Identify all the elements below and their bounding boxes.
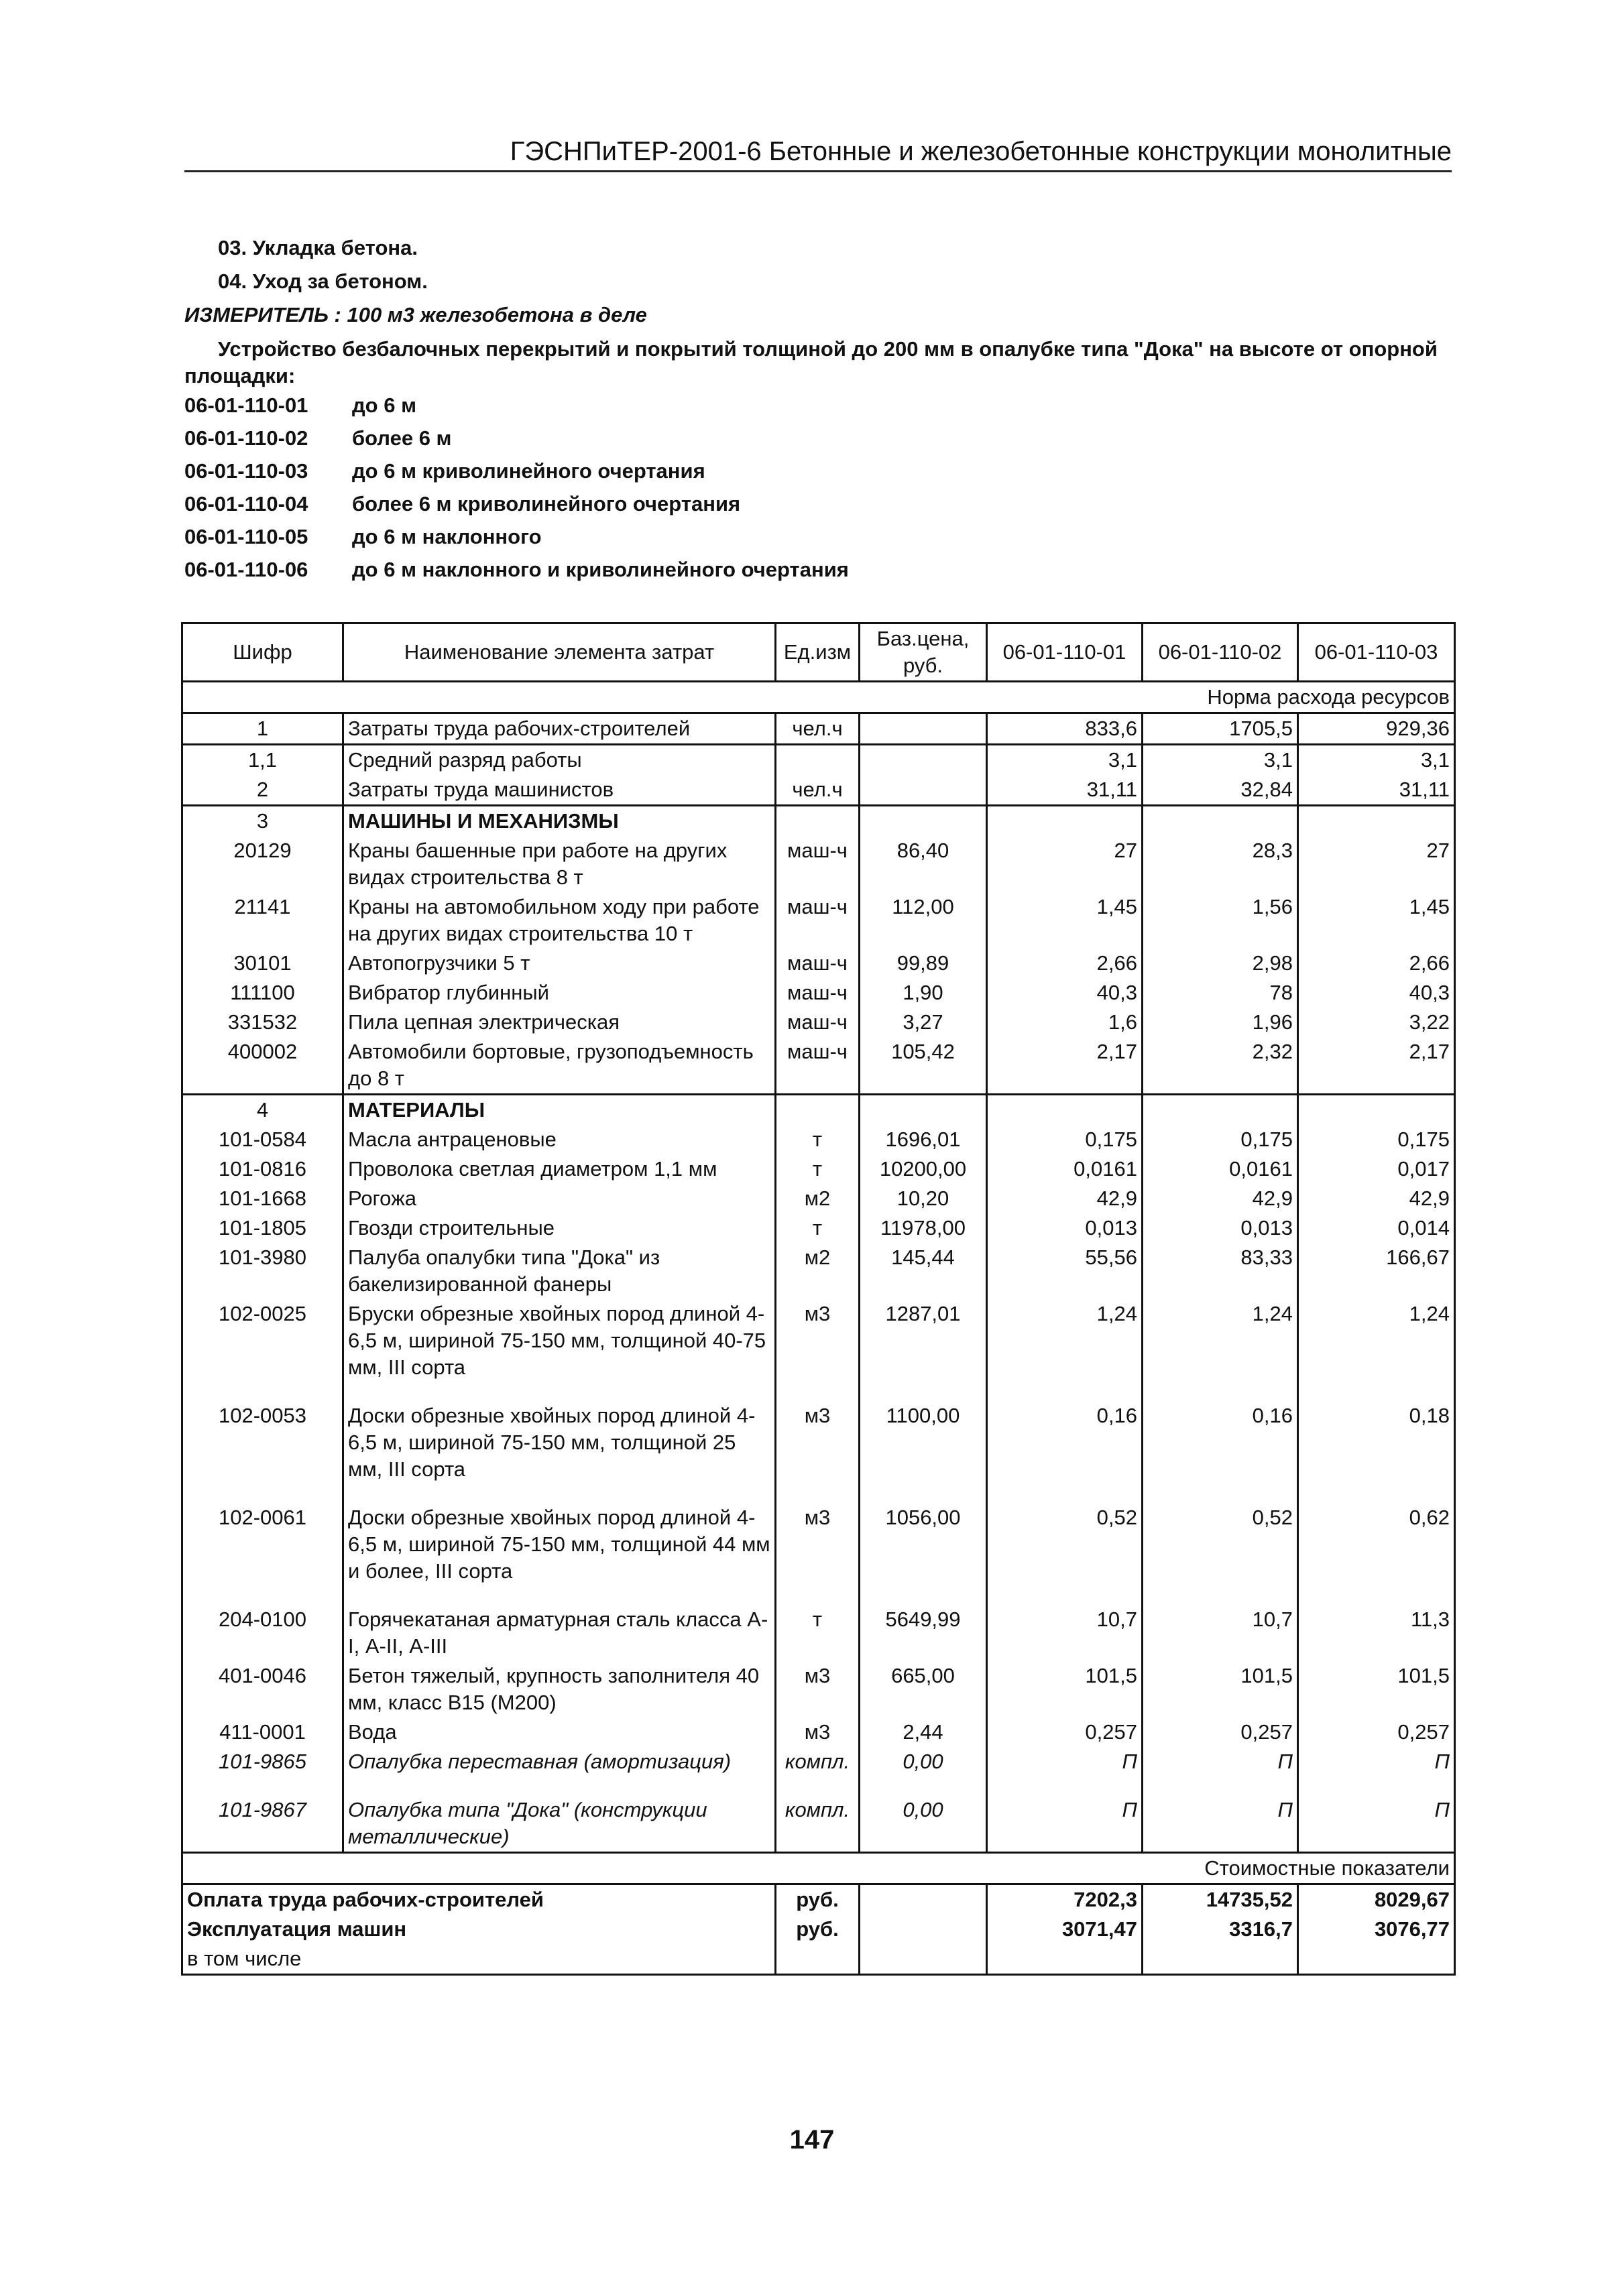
cell-col-03: 929,36: [1298, 713, 1455, 745]
code-item: 06-01-110-01 до 6 м: [184, 394, 417, 417]
cell-col-03: 166,67: [1298, 1243, 1455, 1299]
cell-cipher: 101-3980: [182, 1243, 343, 1299]
cell-unit: маш-ч: [776, 1008, 860, 1037]
cost-name: Оплата труда рабочих-строителей: [182, 1884, 776, 1915]
cell-col-03: 2,17: [1298, 1037, 1455, 1095]
cell-cipher: 102-0061: [182, 1503, 343, 1605]
cell-col-02: 1,24: [1143, 1299, 1298, 1401]
cell-col-02: 2,98: [1143, 949, 1298, 978]
cell-cipher: 204-0100: [182, 1605, 343, 1661]
cell-name: Проволока светлая диаметром 1,1 мм: [343, 1154, 776, 1184]
cell-col-01: 101,5: [987, 1661, 1143, 1717]
table-row: [182, 836, 1455, 892]
cell-price: [860, 775, 987, 806]
measure-unit: ИЗМЕРИТЕЛЬ : 100 м3 железобетона в деле: [184, 303, 647, 326]
cell-name: МАТЕРИАЛЫ: [343, 1095, 776, 1126]
header-col-01: 06-01-110-01: [987, 623, 1143, 682]
cost-col-03: [1298, 1944, 1455, 1975]
cell-col-01: 2,17: [987, 1037, 1143, 1095]
table-row: [182, 949, 1455, 978]
cost-label-row: [182, 1853, 1455, 1884]
cell-col-03: П: [1298, 1795, 1455, 1853]
cell-name: Гвозди строительные: [343, 1213, 776, 1243]
cell-unit: м2: [776, 1243, 860, 1299]
cost-price: [860, 1915, 987, 1944]
cell-col-01: 42,9: [987, 1184, 1143, 1213]
cell-col-01: 1,24: [987, 1299, 1143, 1401]
cell-cipher: 401-0046: [182, 1661, 343, 1717]
cost-row: [182, 1944, 1455, 1975]
cell-unit: маш-ч: [776, 949, 860, 978]
step-3: 03. Укладка бетона.: [218, 236, 418, 259]
cell-col-01: 1,45: [987, 892, 1143, 949]
header-col-03: 06-01-110-03: [1298, 623, 1455, 682]
cell-col-01: 31,11: [987, 775, 1143, 806]
cell-cipher: 102-0025: [182, 1299, 343, 1401]
cell-name: Рогожа: [343, 1184, 776, 1213]
cell-price: 145,44: [860, 1243, 987, 1299]
cell-col-02: 10,7: [1143, 1605, 1298, 1661]
cell-col-03: 1,24: [1298, 1299, 1455, 1401]
cell-name: Бруски обрезные хвойных пород длиной 4-6,5 м, шириной 75-150 мм, толщиной 40-75 мм, III сорта: [343, 1299, 776, 1401]
table-row: [182, 892, 1455, 949]
cell-cipher: 102-0053: [182, 1401, 343, 1503]
cost-row: [182, 1884, 1455, 1915]
cell-col-02: 83,33: [1143, 1243, 1298, 1299]
cost-unit: руб.: [776, 1915, 860, 1944]
cell-cipher: 101-1805: [182, 1213, 343, 1243]
cell-name: Пила цепная электрическая: [343, 1008, 776, 1037]
code-item: 06-01-110-02 более 6 м: [184, 426, 452, 450]
cell-cipher: 101-1668: [182, 1184, 343, 1213]
cell-unit: маш-ч: [776, 836, 860, 892]
cell-price: 10200,00: [860, 1154, 987, 1184]
cell-col-02: 42,9: [1143, 1184, 1298, 1213]
code-item: 06-01-110-06 до 6 м наклонного и криволинейного очертания: [184, 558, 849, 581]
header-col-02: 06-01-110-02: [1143, 623, 1298, 682]
cost-col-02: [1143, 1944, 1298, 1975]
cell-price: 1,90: [860, 978, 987, 1008]
cell-col-02: 1,96: [1143, 1008, 1298, 1037]
cell-name: МАШИНЫ И МЕХАНИЗМЫ: [343, 806, 776, 837]
header-price: Баз.цена, руб.: [860, 623, 987, 682]
cell-col-02: 0,013: [1143, 1213, 1298, 1243]
code-item: 06-01-110-03 до 6 м криволинейного очертания: [184, 459, 705, 483]
cell-col-03: 0,62: [1298, 1503, 1455, 1605]
cell-unit: т: [776, 1125, 860, 1154]
table-row: [182, 1795, 1455, 1853]
resource-table: [181, 622, 1456, 1976]
table-row: [182, 1401, 1455, 1503]
code-item: 06-01-110-05 до 6 м наклонного: [184, 525, 542, 548]
cell-col-02: 0,52: [1143, 1503, 1298, 1605]
description-line-1: Устройство безбалочных перекрытий и покрытий толщиной до 200 мм в опалубке типа "Дока" на высоте от опорной: [218, 337, 1438, 361]
table-row: [182, 806, 1455, 837]
cell-cipher: 1: [182, 713, 343, 745]
cell-col-03: [1298, 1095, 1455, 1126]
cell-col-02: 78: [1143, 978, 1298, 1008]
cell-col-03: 0,175: [1298, 1125, 1455, 1154]
cell-price: 0,00: [860, 1747, 987, 1795]
cell-name: Краны на автомобильном ходу при работе на других видах строительства 10 т: [343, 892, 776, 949]
cell-unit: [776, 745, 860, 776]
page-number: 147: [789, 2125, 835, 2155]
cell-col-01: 833,6: [987, 713, 1143, 745]
cost-col-02: 14735,52: [1143, 1884, 1298, 1915]
cell-unit: [776, 1095, 860, 1126]
cell-col-03: П: [1298, 1747, 1455, 1795]
norm-row: [182, 682, 1455, 713]
cell-cipher: 101-9865: [182, 1747, 343, 1795]
cost-col-02: 3316,7: [1143, 1915, 1298, 1944]
cell-cipher: 30101: [182, 949, 343, 978]
cell-unit: [776, 806, 860, 837]
cell-unit: компл.: [776, 1795, 860, 1853]
cell-col-03: 0,017: [1298, 1154, 1455, 1184]
table-row: [182, 978, 1455, 1008]
table-row: [182, 1154, 1455, 1184]
cell-price: [860, 713, 987, 745]
table-row: [182, 1661, 1455, 1717]
cell-unit: м2: [776, 1184, 860, 1213]
cost-col-01: [987, 1944, 1143, 1975]
cell-col-03: 0,014: [1298, 1213, 1455, 1243]
cell-unit: т: [776, 1213, 860, 1243]
table-header-row: [182, 623, 1455, 682]
cell-col-03: 11,3: [1298, 1605, 1455, 1661]
cell-col-02: П: [1143, 1795, 1298, 1853]
cell-unit: маш-ч: [776, 892, 860, 949]
cell-price: 10,20: [860, 1184, 987, 1213]
cell-cipher: 20129: [182, 836, 343, 892]
cell-col-01: 27: [987, 836, 1143, 892]
cell-col-01: 10,7: [987, 1605, 1143, 1661]
cell-name: Опалубка типа "Дока" (конструкции металлические): [343, 1795, 776, 1853]
cell-price: 1056,00: [860, 1503, 987, 1605]
cell-name: Палуба опалубки типа "Дока" из бакелизированной фанеры: [343, 1243, 776, 1299]
header-cipher: Шифр: [182, 623, 343, 682]
cell-col-03: 42,9: [1298, 1184, 1455, 1213]
table-row: [182, 1184, 1455, 1213]
cell-col-01: 0,175: [987, 1125, 1143, 1154]
cost-col-01: 7202,3: [987, 1884, 1143, 1915]
cell-col-01: 0,013: [987, 1213, 1143, 1243]
cell-col-02: 0,257: [1143, 1717, 1298, 1747]
cell-unit: м3: [776, 1299, 860, 1401]
cell-col-03: 27: [1298, 836, 1455, 892]
cell-col-03: 3,22: [1298, 1008, 1455, 1037]
table-row: [182, 1503, 1455, 1605]
header-name: Наименование элемента затрат: [343, 623, 776, 682]
cell-unit: м3: [776, 1661, 860, 1717]
cell-price: 105,42: [860, 1037, 987, 1095]
cell-col-02: 0,16: [1143, 1401, 1298, 1503]
cell-name: Доски обрезные хвойных пород длиной 4-6,5 м, шириной 75-150 мм, толщиной 44 мм и более, III сорта: [343, 1503, 776, 1605]
cell-name: Горячекатаная арматурная сталь класса А-I, А-II, А-III: [343, 1605, 776, 1661]
cell-price: 2,44: [860, 1717, 987, 1747]
cell-col-02: 0,0161: [1143, 1154, 1298, 1184]
cell-col-03: 2,66: [1298, 949, 1455, 978]
description-line-2: площадки:: [184, 364, 296, 387]
table-row: [182, 1299, 1455, 1401]
cell-col-02: 1,56: [1143, 892, 1298, 949]
table-row: [182, 1747, 1455, 1795]
cell-col-03: 31,11: [1298, 775, 1455, 806]
cell-col-02: [1143, 1095, 1298, 1126]
table-row: [182, 1008, 1455, 1037]
cell-price: 1100,00: [860, 1401, 987, 1503]
cell-price: 11978,00: [860, 1213, 987, 1243]
cost-unit: руб.: [776, 1884, 860, 1915]
cell-col-03: 0,18: [1298, 1401, 1455, 1503]
cost-name: в том числе: [182, 1944, 776, 1975]
cost-col-03: 8029,67: [1298, 1884, 1455, 1915]
table-row: [182, 713, 1455, 745]
cell-unit: чел.ч: [776, 713, 860, 745]
table-row: [182, 1717, 1455, 1747]
step-4: 04. Уход за бетоном.: [218, 269, 428, 293]
cell-name: Вибратор глубинный: [343, 978, 776, 1008]
cell-cipher: 1,1: [182, 745, 343, 776]
cell-col-03: 0,257: [1298, 1717, 1455, 1747]
cell-name: Бетон тяжелый, крупность заполнителя 40 мм, класс В15 (М200): [343, 1661, 776, 1717]
intro-block: [184, 231, 1452, 389]
cell-price: 665,00: [860, 1661, 987, 1717]
cell-col-02: 0,175: [1143, 1125, 1298, 1154]
table-row: [182, 1095, 1455, 1126]
cell-unit: маш-ч: [776, 1037, 860, 1095]
cell-unit: м3: [776, 1717, 860, 1747]
cell-col-02: 32,84: [1143, 775, 1298, 806]
cell-cipher: 21141: [182, 892, 343, 949]
cell-col-02: 2,32: [1143, 1037, 1298, 1095]
cell-cipher: 101-0584: [182, 1125, 343, 1154]
cell-name: Средний разряд работы: [343, 745, 776, 776]
cell-col-01: 1,6: [987, 1008, 1143, 1037]
cell-cipher: 411-0001: [182, 1717, 343, 1747]
cell-col-01: 40,3: [987, 978, 1143, 1008]
cost-col-03: 3076,77: [1298, 1915, 1455, 1944]
cell-col-02: 101,5: [1143, 1661, 1298, 1717]
cell-col-02: 1705,5: [1143, 713, 1298, 745]
cell-price: [860, 1095, 987, 1126]
table-row: [182, 745, 1455, 776]
cell-col-01: 0,52: [987, 1503, 1143, 1605]
cell-price: [860, 806, 987, 837]
cell-name: Масла антраценовые: [343, 1125, 776, 1154]
cell-col-01: [987, 1095, 1143, 1126]
cell-cipher: 331532: [182, 1008, 343, 1037]
cell-cipher: 2: [182, 775, 343, 806]
cell-name: Автомобили бортовые, грузоподъемность до 8 т: [343, 1037, 776, 1095]
cell-name: Доски обрезные хвойных пород длиной 4-6,5 м, шириной 75-150 мм, толщиной 25 мм, III сорта: [343, 1401, 776, 1503]
norm-row-label: Норма расхода ресурсов: [182, 682, 1455, 713]
cell-name: Автопогрузчики 5 т: [343, 949, 776, 978]
cell-col-01: 55,56: [987, 1243, 1143, 1299]
cell-price: 3,27: [860, 1008, 987, 1037]
cell-name: Затраты труда рабочих-строителей: [343, 713, 776, 745]
cell-col-02: П: [1143, 1747, 1298, 1795]
table-row: [182, 1037, 1455, 1095]
cost-col-01: 3071,47: [987, 1915, 1143, 1944]
cell-col-01: 3,1: [987, 745, 1143, 776]
cell-col-03: 101,5: [1298, 1661, 1455, 1717]
cell-cipher: 101-0816: [182, 1154, 343, 1184]
table-row: [182, 1605, 1455, 1661]
cell-col-02: 28,3: [1143, 836, 1298, 892]
header-unit: Ед.изм: [776, 623, 860, 682]
table-row: [182, 775, 1455, 806]
code-list: [184, 389, 849, 586]
cell-col-01: 2,66: [987, 949, 1143, 978]
cost-price: [860, 1884, 987, 1915]
cell-cipher: 400002: [182, 1037, 343, 1095]
cell-unit: т: [776, 1154, 860, 1184]
cell-price: 1287,01: [860, 1299, 987, 1401]
cost-label-row-label: Стоимостные показатели: [182, 1853, 1455, 1884]
cell-name: Краны башенные при работе на других видах строительства 8 т: [343, 836, 776, 892]
cell-col-03: [1298, 806, 1455, 837]
cell-name: Опалубка переставная (амортизация): [343, 1747, 776, 1795]
cell-cipher: 4: [182, 1095, 343, 1126]
cell-col-02: 3,1: [1143, 745, 1298, 776]
table-row: [182, 1125, 1455, 1154]
cost-price: [860, 1944, 987, 1975]
cost-unit: [776, 1944, 860, 1975]
cell-price: 0,00: [860, 1795, 987, 1853]
cell-col-01: 0,0161: [987, 1154, 1143, 1184]
table-row: [182, 1243, 1455, 1299]
table-row: [182, 1213, 1455, 1243]
cell-col-01: 0,16: [987, 1401, 1143, 1503]
cell-price: 112,00: [860, 892, 987, 949]
cell-name: Затраты труда машинистов: [343, 775, 776, 806]
cell-cipher: 3: [182, 806, 343, 837]
cell-col-03: 40,3: [1298, 978, 1455, 1008]
cell-col-02: [1143, 806, 1298, 837]
cell-unit: компл.: [776, 1747, 860, 1795]
cell-col-01: 0,257: [987, 1717, 1143, 1747]
cell-cipher: 111100: [182, 978, 343, 1008]
cell-col-01: П: [987, 1795, 1143, 1853]
cell-col-03: 3,1: [1298, 745, 1455, 776]
cell-col-01: [987, 806, 1143, 837]
cell-unit: м3: [776, 1401, 860, 1503]
cost-row: [182, 1915, 1455, 1944]
cell-price: 5649,99: [860, 1605, 987, 1661]
cell-unit: т: [776, 1605, 860, 1661]
code-item: 06-01-110-04 более 6 м криволинейного очертания: [184, 492, 741, 516]
cell-col-03: 1,45: [1298, 892, 1455, 949]
cell-price: 1696,01: [860, 1125, 987, 1154]
cell-cipher: 101-9867: [182, 1795, 343, 1853]
cell-unit: маш-ч: [776, 978, 860, 1008]
cell-unit: м3: [776, 1503, 860, 1605]
cost-name: Эксплуатация машин: [182, 1915, 776, 1944]
cell-col-01: П: [987, 1747, 1143, 1795]
cell-price: 86,40: [860, 836, 987, 892]
cell-name: Вода: [343, 1717, 776, 1747]
page-header: ГЭСНПиТЕР-2001-6 Бетонные и железобетонные конструкции монолитные: [184, 133, 1452, 172]
cell-unit: чел.ч: [776, 775, 860, 806]
cell-price: 99,89: [860, 949, 987, 978]
cell-price: [860, 745, 987, 776]
